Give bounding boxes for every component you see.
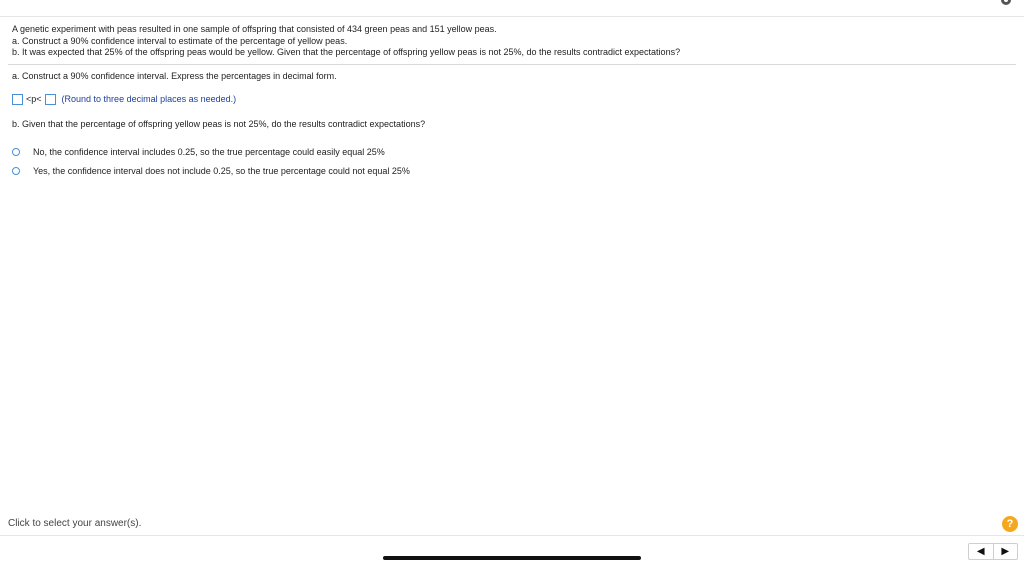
question-navigation xyxy=(968,543,1018,560)
interval-symbol: <p< xyxy=(26,94,42,104)
problem-statement xyxy=(12,24,1002,59)
problem-part-a: a. Construct a 90% confidence interval to estimate of the percentage of yellow peas. xyxy=(12,35,348,46)
radio-button[interactable] xyxy=(12,148,20,156)
lower-bound-input[interactable] xyxy=(12,94,23,105)
prev-arrow-icon[interactable]: ◀ xyxy=(976,546,985,557)
section-divider xyxy=(8,64,1016,65)
home-indicator xyxy=(383,556,641,560)
upper-bound-input[interactable] xyxy=(45,94,56,105)
option-label: No, the confidence interval includes 0.25, so the true percentage could easily equal 25% xyxy=(33,147,385,157)
bottom-divider xyxy=(0,535,1024,536)
confidence-interval-row xyxy=(12,92,236,106)
next-arrow-icon[interactable]: ▶ xyxy=(993,544,1018,559)
answer-option-no[interactable] xyxy=(12,147,385,157)
gear-icon[interactable] xyxy=(998,0,1014,8)
question-a-text: a. Construct a 90% confidence interval. Express the percentages in decimal form. xyxy=(12,71,337,81)
question-b-text: b. Given that the percentage of offspring yellow peas is not 25%, do the results contradict expectations? xyxy=(12,119,426,129)
radio-button[interactable] xyxy=(12,167,20,175)
help-icon[interactable]: ? xyxy=(1002,516,1018,532)
problem-intro: A genetic experiment with peas resulted in one sample of offspring that consisted of 434 green peas and 151 yellow peas. xyxy=(12,24,497,34)
option-label: Yes, the confidence interval does not include 0.25, so the true percentage could not equal 25% xyxy=(33,166,410,176)
problem-part-b: b. It was expected that 25% of the offspring peas would be yellow. Given that the percentage of offspring yellow peas is not 25%, do the results contradict expectations? xyxy=(12,47,681,57)
instruction-text: Click to select your answer(s). xyxy=(8,518,142,529)
top-divider xyxy=(0,16,1024,17)
rounding-note: (Round to three decimal places as needed.) xyxy=(61,94,237,104)
answer-option-yes[interactable] xyxy=(12,166,410,176)
